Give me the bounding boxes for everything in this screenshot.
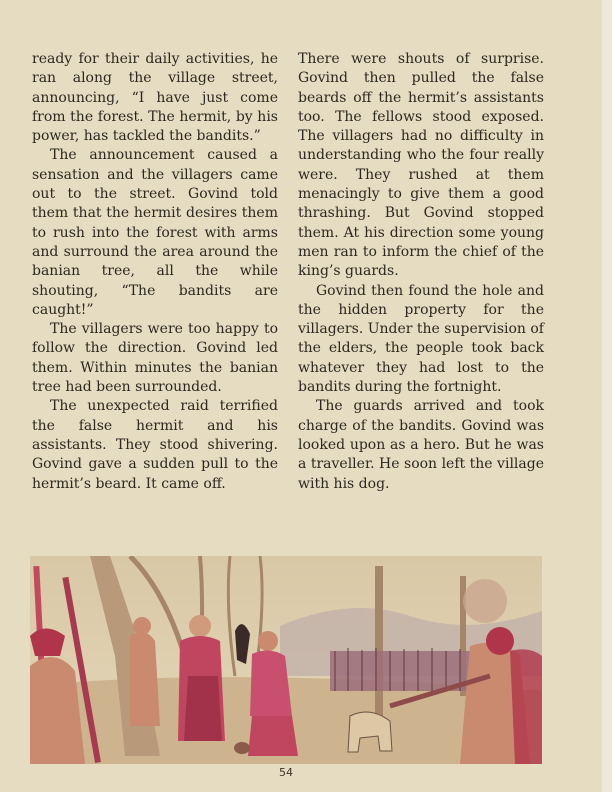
illustration-art [30, 556, 542, 764]
paragraph: The unexpected raid terrified the false hermit and his assistants. They stood shivering. Govind gave a sudden pull to the hermit’s beard. It came off. [32, 398, 278, 492]
paragraph: The villagers were too happy to follow the direction. Govind led them. Within minutes the banian tree had been surrounded. [32, 321, 278, 396]
paragraph: The guards arrived and took charge of the bandits. Govind was looked upon as a hero. But he was a traveller. He soon left the village with his dog. [298, 398, 544, 492]
column-right [298, 50, 544, 546]
paragraph: Govind then found the hole and the hidden property for the villagers. Under the supervision of the elders, the people took back whatever they had lost to the bandits during the fortnight. [298, 282, 544, 396]
illustration-hermit-exposed [30, 556, 542, 764]
paragraph: There were shouts of surprise. Govind then pulled the false beards off the hermit’s assistants too. The fellows stood exposed. The villagers had no difficulty in understanding who the four really were. They rushed at them menacingly to give them a good thrashing. But Govind stopped them. At his direction some young men ran to inform the chief of the king’s guards. [298, 51, 544, 280]
page-edge [602, 0, 612, 792]
page-number: 54 [279, 766, 293, 779]
paragraph: The announcement caused a sensation and the villagers came out to the street. Govind told them that the hermit desires them to rush into the forest with arms and surround the area around the banian tree, all the while shouting, “The bandits are caught!” [32, 147, 278, 318]
paragraph: ready for their daily activities, he ran along the village street, announcing, “I have just come from the forest. The hermit, by his power, has tackled the bandits.” [32, 51, 278, 145]
column-left [32, 50, 278, 546]
text-columns [32, 50, 544, 546]
